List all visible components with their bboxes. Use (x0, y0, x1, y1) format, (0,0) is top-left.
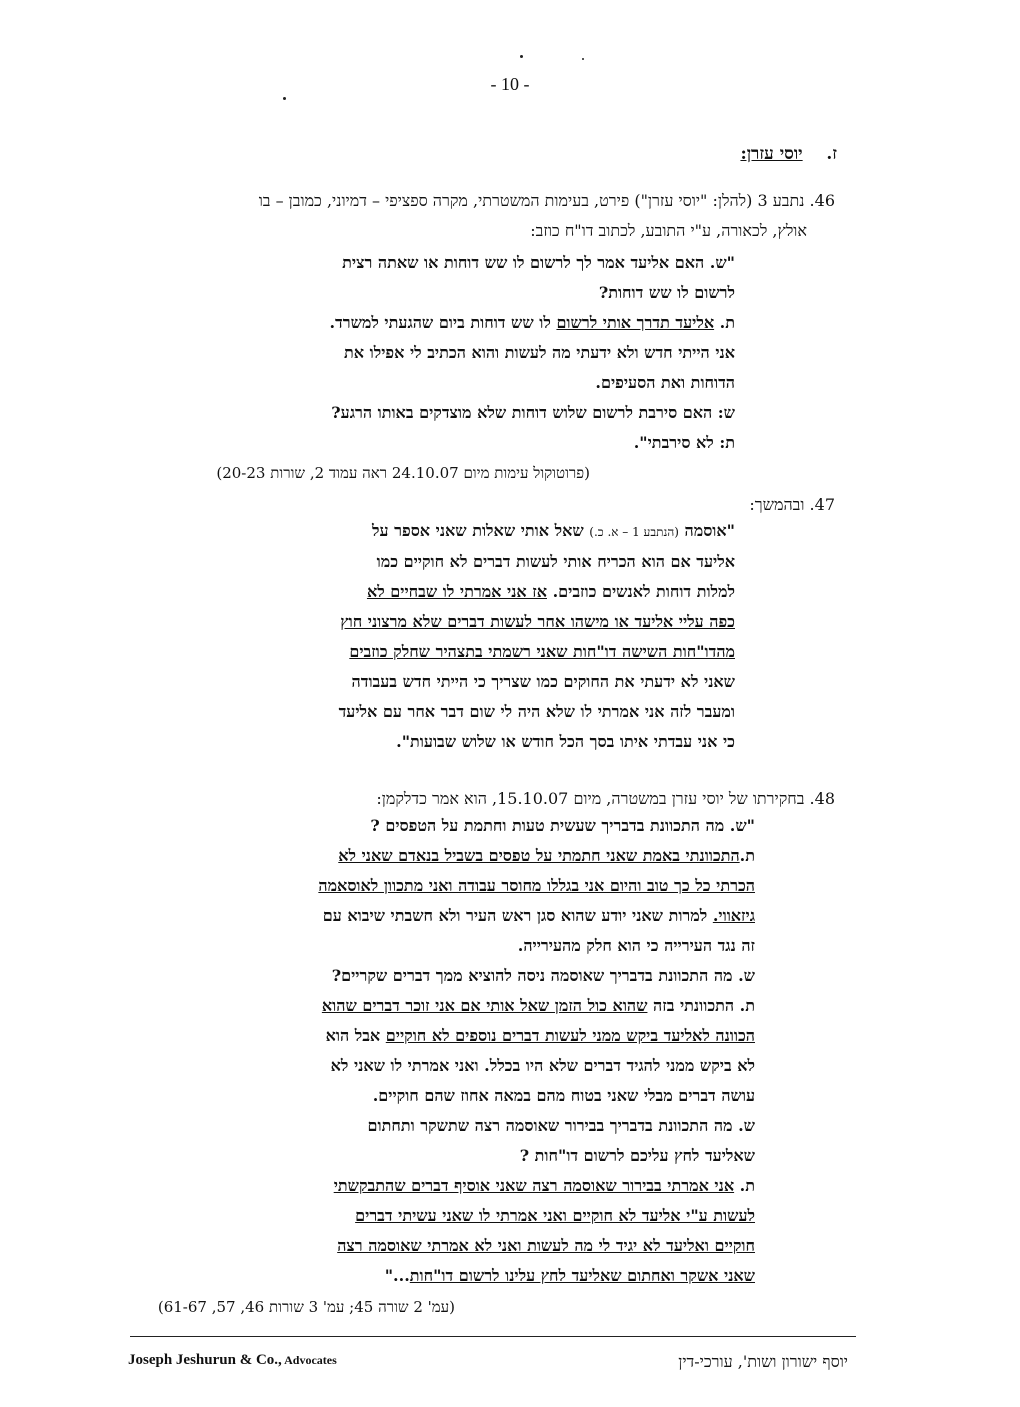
quote-line: ת: לא סירבתי". (633, 433, 735, 452)
quote-46 (245, 248, 735, 458)
quote-line: ת.התכוונתי באמת שאני חתמתי על טפסים בשביל בנאדם שאני לא (338, 846, 755, 865)
quote-line: לרשום לו שש דוחות? (598, 283, 735, 302)
quote-line: שאני לא ידעתי את החוקים כמו שצריך כי הייתי חדש בעבודה (351, 672, 735, 691)
section-letter: ז. (826, 144, 837, 164)
quote-line: לעשות ע"י אליעד לא חוקיים ואני אמרתי לו שאני עשיתי דברים (355, 1206, 755, 1225)
quote-line: שאליעד לחץ עליכם לרשום דו"חות ? (519, 1146, 755, 1165)
quote-line: שאני אשקר ואחתום שאליעד לחץ עלינו לרשום דו"חות..." (384, 1266, 755, 1285)
quote-line: אליעד אם הוא הכריח אותי לעשות דברים לא חוקיים כמו (376, 552, 735, 571)
section-title: יוסי עזרן: (740, 144, 803, 164)
quote-line: למלות דוחות לאנשים כוזבים. אז אני אמרתי לו שבחיים לא (366, 582, 735, 601)
quote-line: זה נגד העירייה כי הוא חלק מהעירייה. (517, 936, 755, 955)
quote-line: אני הייתי חדש ולא ידעתי מה לעשות והוא הכתיב לי אפילו את (344, 343, 735, 362)
footer-firm-english: Joseph Jeshurun & Co., Advocates (128, 1352, 337, 1368)
footer-divider (130, 1336, 856, 1337)
quote-line: גיזאווי. למרות שאני יודע שהוא סגן ראש העיר ולא חשבתי שיבוא עם (322, 906, 755, 925)
scan-speck (283, 97, 286, 100)
quote-line: ש: האם סירבת לרשום שלוש דוחות שלא מוצדקים באותו הרגע? (331, 403, 735, 422)
page-number: - 10 - (490, 74, 530, 94)
quote-line: ש. מה התכוונת בדבריך בבירור שאוסמה רצה שתשקר ותחתום (367, 1116, 755, 1135)
quote-line: הדוחות ואת הסעיפים. (595, 373, 735, 392)
quote-line: ת. התכוונתי בזה שהוא כול הזמן שאל אותי אם אני זוכר דברים שהוא (321, 996, 755, 1015)
quote-line: ש. מה התכוונת בדבריך שאוסמה ניסה להוציא ממך דברים שקריים? (331, 966, 755, 985)
quote-47 (245, 516, 735, 757)
paragraph-48: 48. בחקירתו של יוסי עזרן במשטרה, מיום 15.10.07, הוא אמר כדלקמן: (376, 789, 835, 808)
quote-line: ת. אני אמרתי בבירור שאוסמה רצה שאני אוסיף דברים שהתבקשתי (333, 1176, 755, 1195)
citation-48: (עמ' 2 שורה 45; עמ' 3 שורות 46, 57, 61-67) (157, 1298, 455, 1316)
scan-speck (520, 55, 523, 58)
quote-line: כי אני עבדתי איתו בסך הכל חודש או שלוש שבועות". (396, 732, 735, 751)
quote-line: ת. אליעד תדרך אותי לרשום לו שש דוחות ביום שהגעתי למשרד. (329, 313, 735, 332)
quote-line: "ש. מה התכוונת בדבריך שעשית טעות וחתמת על הטפסים ? (370, 816, 755, 835)
quote-line: הכרתי כל כך טוב והיום אני בגללו מחוסר עבודה ואני מתכוון לאוסאמה (318, 876, 755, 895)
paragraph-47: 47. ובהמשך: (749, 495, 835, 514)
quote-line: לא ביקש ממני להגיד דברים שלא היו בכלל. ואני אמרתי לו שאני לא (330, 1056, 755, 1075)
citation-46: (פרוטוקול עימות מיום 24.10.07 ראה עמוד 2, שורות 20-23) (216, 464, 590, 482)
scan-speck (582, 58, 584, 60)
footer-firm-hebrew: יוסף ישורון ושות', עורכי-דין (678, 1352, 848, 1371)
quote-line: ומעבר לזה אני אמרתי לו שלא היה לי שום דבר אחר עם אליעד (338, 702, 735, 721)
paragraph-line: 46. נתבע 3 (להלן: "יוסי עזרן") פירט, בעימות המשטרתי, מקרה ספציפי – דמיוני, כמובן – בו (258, 191, 835, 210)
quote-line: "אוסמה (הנתבע 1 – א. כ.) שאל אותי שאלות שאני אספר על (372, 521, 735, 540)
quote-line: מהדו"חות השישה דו"חות שאני רשמתי בתצהיר שחלק כוזבים (349, 642, 735, 661)
quote-line: "ש. האם אליעד אמר לך לרשום לו שש דוחות או שאתה רצית (342, 253, 735, 272)
quote-line: הכוונה לאליעד ביקש ממני לעשות דברים נוספים לא חוקיים אבל הוא (325, 1026, 755, 1045)
section-heading (740, 144, 837, 164)
paragraph-46 (145, 186, 835, 246)
quote-line: עושה דברים מבלי שאני בטוח מהם במאה אחוז שהם חוקיים. (372, 1086, 755, 1105)
quote-line: כפה עליי אליעד או מישהו אחר לעשות דברים שלא מרצוני חוץ (340, 612, 735, 631)
paragraph-line: אולץ, לכאורה, ע"י התובע, לכתוב דו"ח כוזב: (530, 221, 807, 240)
quote-48 (220, 811, 755, 1291)
quote-line: חוקיים ואליעד לא יגיד לי מה לעשות ואני לא אמרתי שאוסמה רצה (337, 1236, 755, 1255)
